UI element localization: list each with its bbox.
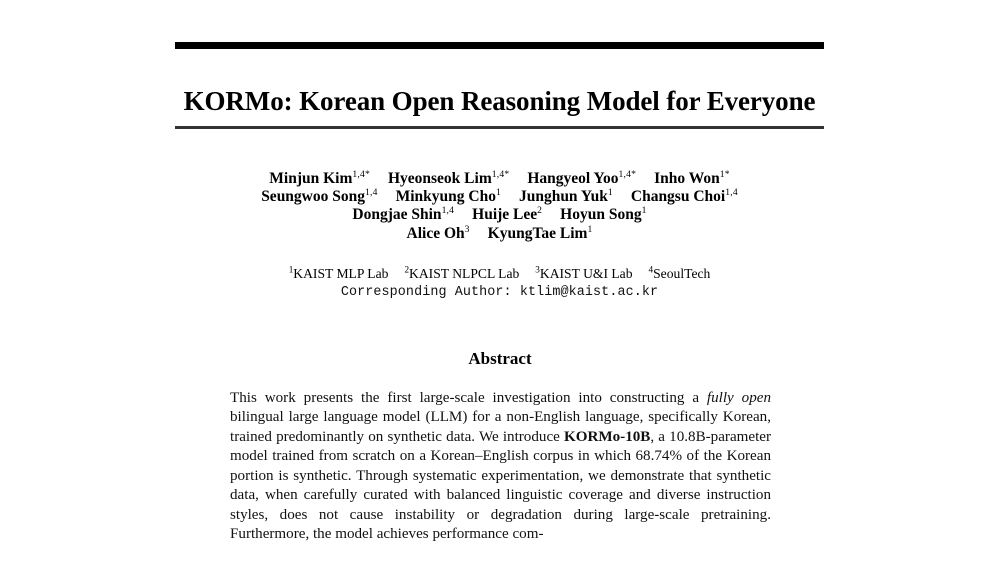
abstract-text-run: fully open bbox=[706, 390, 771, 406]
author-name bbox=[407, 225, 470, 243]
author-name-text: Inho Won bbox=[654, 170, 720, 187]
author-name bbox=[560, 206, 646, 224]
author-affiliation-marker: 1 bbox=[641, 205, 647, 217]
abstract-text-run: KORMo-10B bbox=[564, 428, 651, 445]
author-row bbox=[175, 170, 824, 188]
author-affiliation-marker: 1,4* bbox=[352, 168, 370, 180]
author-name bbox=[488, 225, 593, 243]
author-affiliation-marker: 2 bbox=[537, 205, 543, 217]
author-affiliation-marker: 1 bbox=[495, 187, 501, 199]
author-affiliation-marker: 1,4 bbox=[441, 205, 455, 217]
author-affiliation-marker: 1,4* bbox=[618, 168, 637, 180]
author-affiliation-marker: 1,4 bbox=[725, 187, 738, 199]
affiliation-marker: 3 bbox=[535, 264, 540, 275]
author-name-text: KyungTae Lim bbox=[487, 224, 588, 242]
author-name bbox=[261, 188, 377, 206]
author-list bbox=[175, 170, 824, 243]
header-rule-thick bbox=[175, 42, 824, 49]
abstract-heading: Abstract bbox=[468, 349, 532, 368]
author-name bbox=[269, 170, 370, 188]
author-name-text: Changsu Choi bbox=[630, 188, 726, 206]
author-affiliation-marker: 1* bbox=[719, 168, 730, 180]
author-name-text: Hyeonseok Lim bbox=[387, 170, 492, 187]
affiliation-marker: 2 bbox=[404, 264, 410, 275]
author-name-text: Dongjae Shin bbox=[352, 206, 442, 224]
author-name bbox=[654, 170, 730, 188]
author-affiliation-marker: 1,4* bbox=[491, 168, 510, 180]
affiliation-item bbox=[404, 266, 519, 283]
author-name-text: Seungwoo Song bbox=[261, 188, 365, 206]
author-affiliation-marker: 1,4 bbox=[365, 187, 378, 199]
author-name-text: Hoyun Song bbox=[560, 206, 642, 224]
author-name-text: Hangyeol Yoo bbox=[527, 170, 619, 187]
affiliation-item bbox=[535, 266, 632, 283]
abstract-text-run: , a 10.8B-parameter model trained from scratch on a Korean–English corpus in which 68.74% of the Korean portion is synthetic. Through systematic experimentation, we demonstrate that synthetic data, when carefully curated with balanced linguistic coverage and diverse instruction styles, does not cause instability or degradation during large-scale pretraining. Furthermore, the model achieves performance com- bbox=[230, 428, 772, 543]
author-name-text: Junghun Yuk bbox=[518, 188, 608, 206]
author-name bbox=[388, 170, 509, 188]
author-name bbox=[631, 188, 738, 206]
author-name-text: Minkyung Cho bbox=[395, 188, 496, 206]
header-rule-thin bbox=[175, 126, 824, 129]
author-name-text: Minjun Kim bbox=[269, 170, 353, 187]
affiliation-item bbox=[289, 266, 389, 283]
author-name-text: Alice Oh bbox=[406, 224, 465, 242]
abstract-text-run: bilingual large language model (LLM) for a non-English language, specifically Korean, trained predominantly on synthetic data. We introduce bbox=[230, 409, 771, 445]
author-affiliation-marker: 1 bbox=[587, 223, 593, 235]
affiliation-item bbox=[649, 266, 711, 283]
author-name bbox=[527, 170, 636, 188]
abstract-body bbox=[230, 389, 771, 545]
author-row bbox=[175, 225, 824, 243]
affiliation-name: SeoulTech bbox=[653, 266, 711, 281]
author-row bbox=[175, 206, 824, 224]
page-title: KORMo: Korean Open Reasoning Model for Everyone bbox=[183, 86, 816, 117]
affiliation-marker: 4 bbox=[648, 264, 654, 275]
affiliation-name: KAIST MLP Lab bbox=[293, 266, 389, 281]
corresponding-author-line: Corresponding Author: ktlim@kaist.ac.kr bbox=[340, 285, 659, 300]
affiliation-list bbox=[175, 266, 824, 283]
author-name bbox=[472, 206, 542, 224]
author-name-text: Huije Lee bbox=[472, 206, 538, 224]
author-name bbox=[396, 188, 501, 206]
author-row bbox=[175, 188, 824, 206]
author-affiliation-marker: 3 bbox=[464, 223, 470, 235]
affiliation-name: KAIST U&I Lab bbox=[539, 266, 633, 281]
affiliation-name: KAIST NLPCL Lab bbox=[409, 266, 520, 281]
abstract-text-run: This work presents the first large-scale investigation into constructing a bbox=[230, 390, 707, 406]
author-name bbox=[519, 188, 613, 206]
author-name bbox=[352, 206, 454, 224]
affiliation-marker: 1 bbox=[288, 264, 294, 275]
author-affiliation-marker: 1 bbox=[607, 187, 613, 199]
